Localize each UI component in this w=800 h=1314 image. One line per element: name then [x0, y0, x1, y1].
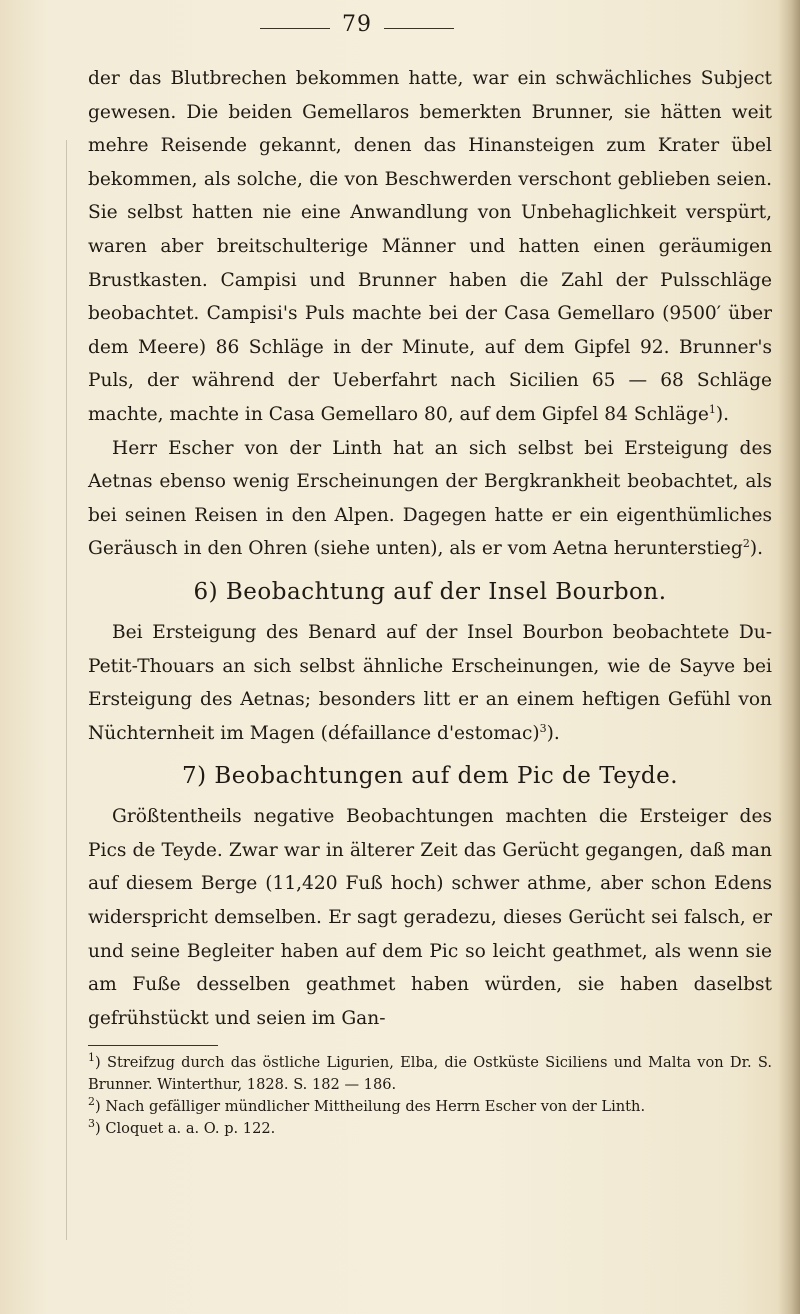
footnote-3: $^3$) Cloquet a. a. O. p. 122. [88, 1117, 276, 1138]
header-dash-right [384, 28, 454, 29]
footnote-2: $^2$) Nach gefälliger mündlicher Mittheilung des Herrn Escher von der Linth. [88, 1095, 646, 1116]
footnote-1: $^1$) Streifzug durch das östliche Ligurien, Elba, die Ostküste Siciliens und Malta von Dr. S. Brunner. Winterthur, 1828. S. 182 — 186. [88, 1051, 772, 1094]
main-text [88, 62, 772, 1140]
footnote-marker-3: 3 [539, 721, 547, 735]
section-heading-bourbon: 6) Beobachtung auf der Insel Bourbon. [193, 578, 667, 605]
paragraph-continuation: der das Blutbrechen bekommen hatte, war ein schwächliches Subject gewesen. Die beiden Gemellaros bemerkten Brunner, sie hätten weit mehre Reisende gekannt, denen das Hinansteigen zum Krater übel bekommen, als solche, die von Beschwerden verschont geblieben seien. Sie selbst hatten nie eine Anwandlung von Unbehaglichkeit verspürt, waren aber breitschulterige Männer und hatten einen geräumigen Brustkasten. Campisi und Brunner haben die Zahl der Pulsschläge beobachtet. Campisi's Puls machte bei der Casa Gemellaro (9500′ über dem Meere) 86 Schläge in der Minute, auf dem Gipfel 92. Brunner's Puls, der während der Ueberfahrt nach Sicilien 65 — 68 Schläge machte, machte in Casa Gemellaro 80, auf dem Gipfel 84 Schläge$^1$). [88, 68, 772, 425]
footnote-divider [88, 1045, 218, 1046]
paragraph-teyde: Größtentheils negative Beobachtungen machten die Ersteiger des Pics de Teyde. Zwar war in älterer Zeit das Gerücht gegangen, daß man auf diesem Berge (11,420 Fuß hoch) schwer athme, aber schon Edens widerspricht demselben. Er sagt geradezu, dieses Gerücht sei falsch, er und seine Begleiter haben auf dem Pic so leicht geathmet, als wenn sie am Fuße desselben geathmet haben würden, sie haben daselbst gefrühstückt und seien im Gan- [88, 806, 772, 1029]
binding-edge [778, 0, 800, 1314]
header-dash-left [260, 28, 330, 29]
footnotes [88, 1052, 772, 1140]
page-header [0, 10, 800, 50]
footnote-marker-2: 2 [742, 537, 750, 551]
page-number: 79 [342, 12, 372, 37]
paragraph-escher: Herr Escher von der Linth hat an sich selbst bei Ersteigung des Aetnas ebenso wenig Erscheinungen der Bergkrankheit beobachtet, als bei seinen Reisen in den Alpen. Dagegen hatte er ein eigenthümliches Geräusch in den Ohren (siehe unten), als er vom Aetna herunterstieg$^2$). [88, 437, 772, 560]
footnote-marker-1: 1 [708, 402, 716, 416]
paragraph-bourbon: Bei Ersteigung des Benard auf der Insel Bourbon beobachtete Du-Petit-Thouars an sich selbst ähnliche Erscheinungen, wie de Sayve bei Ersteigung des Aetnas; besonders litt er an einem heftigen Gefühl von Nüchternheit im Magen (défaillance d'estomac)$^3$). [88, 621, 772, 744]
margin-shadow-line [66, 140, 67, 1240]
section-heading-teyde: 7) Beobachtungen auf dem Pic de Teyde. [181, 763, 678, 790]
